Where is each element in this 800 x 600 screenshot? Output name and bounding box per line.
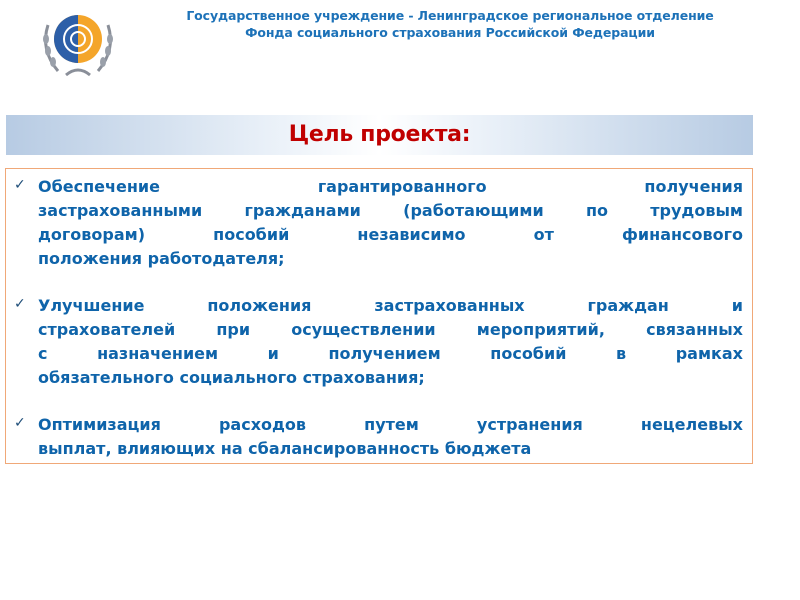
goal-line: застрахованными гражданами (работающими по трудовым [38,201,743,220]
goal-line: положения работодателя; [38,249,285,268]
goal-line: Обеспечение гарантированного получения [38,177,743,196]
goal-line: страхователей при осуществлении мероприятий, связанных [38,320,743,339]
title-banner [6,115,753,155]
slide-title: Цель проекта: [288,122,471,147]
goals-box [5,168,753,464]
checkmark-icon: ✓ [14,177,26,193]
checkmark-icon: ✓ [14,296,26,312]
goal-line: Оптимизация расходов путем устранения нецелевых [38,415,743,434]
checkmark-icon: ✓ [14,415,26,431]
goal-line: обязательного социального страхования; [38,368,425,387]
fss-emblem-icon [36,5,120,81]
goal-line: выплат, влияющих на сбалансированность бюджета [38,439,532,458]
goal-line: Улучшение положения застрахованных граждан и [38,296,743,315]
org-line-2: Фонда социального страхования Российской Федерации [245,25,655,40]
goal-line: договорам) пособий независимо от финансового [38,225,743,244]
goal-line: с назначением и получением пособий в рамках [38,344,743,363]
organization-name [150,7,750,41]
org-line-1: Государственное учреждение - Ленинградское региональное отделение [186,8,714,23]
